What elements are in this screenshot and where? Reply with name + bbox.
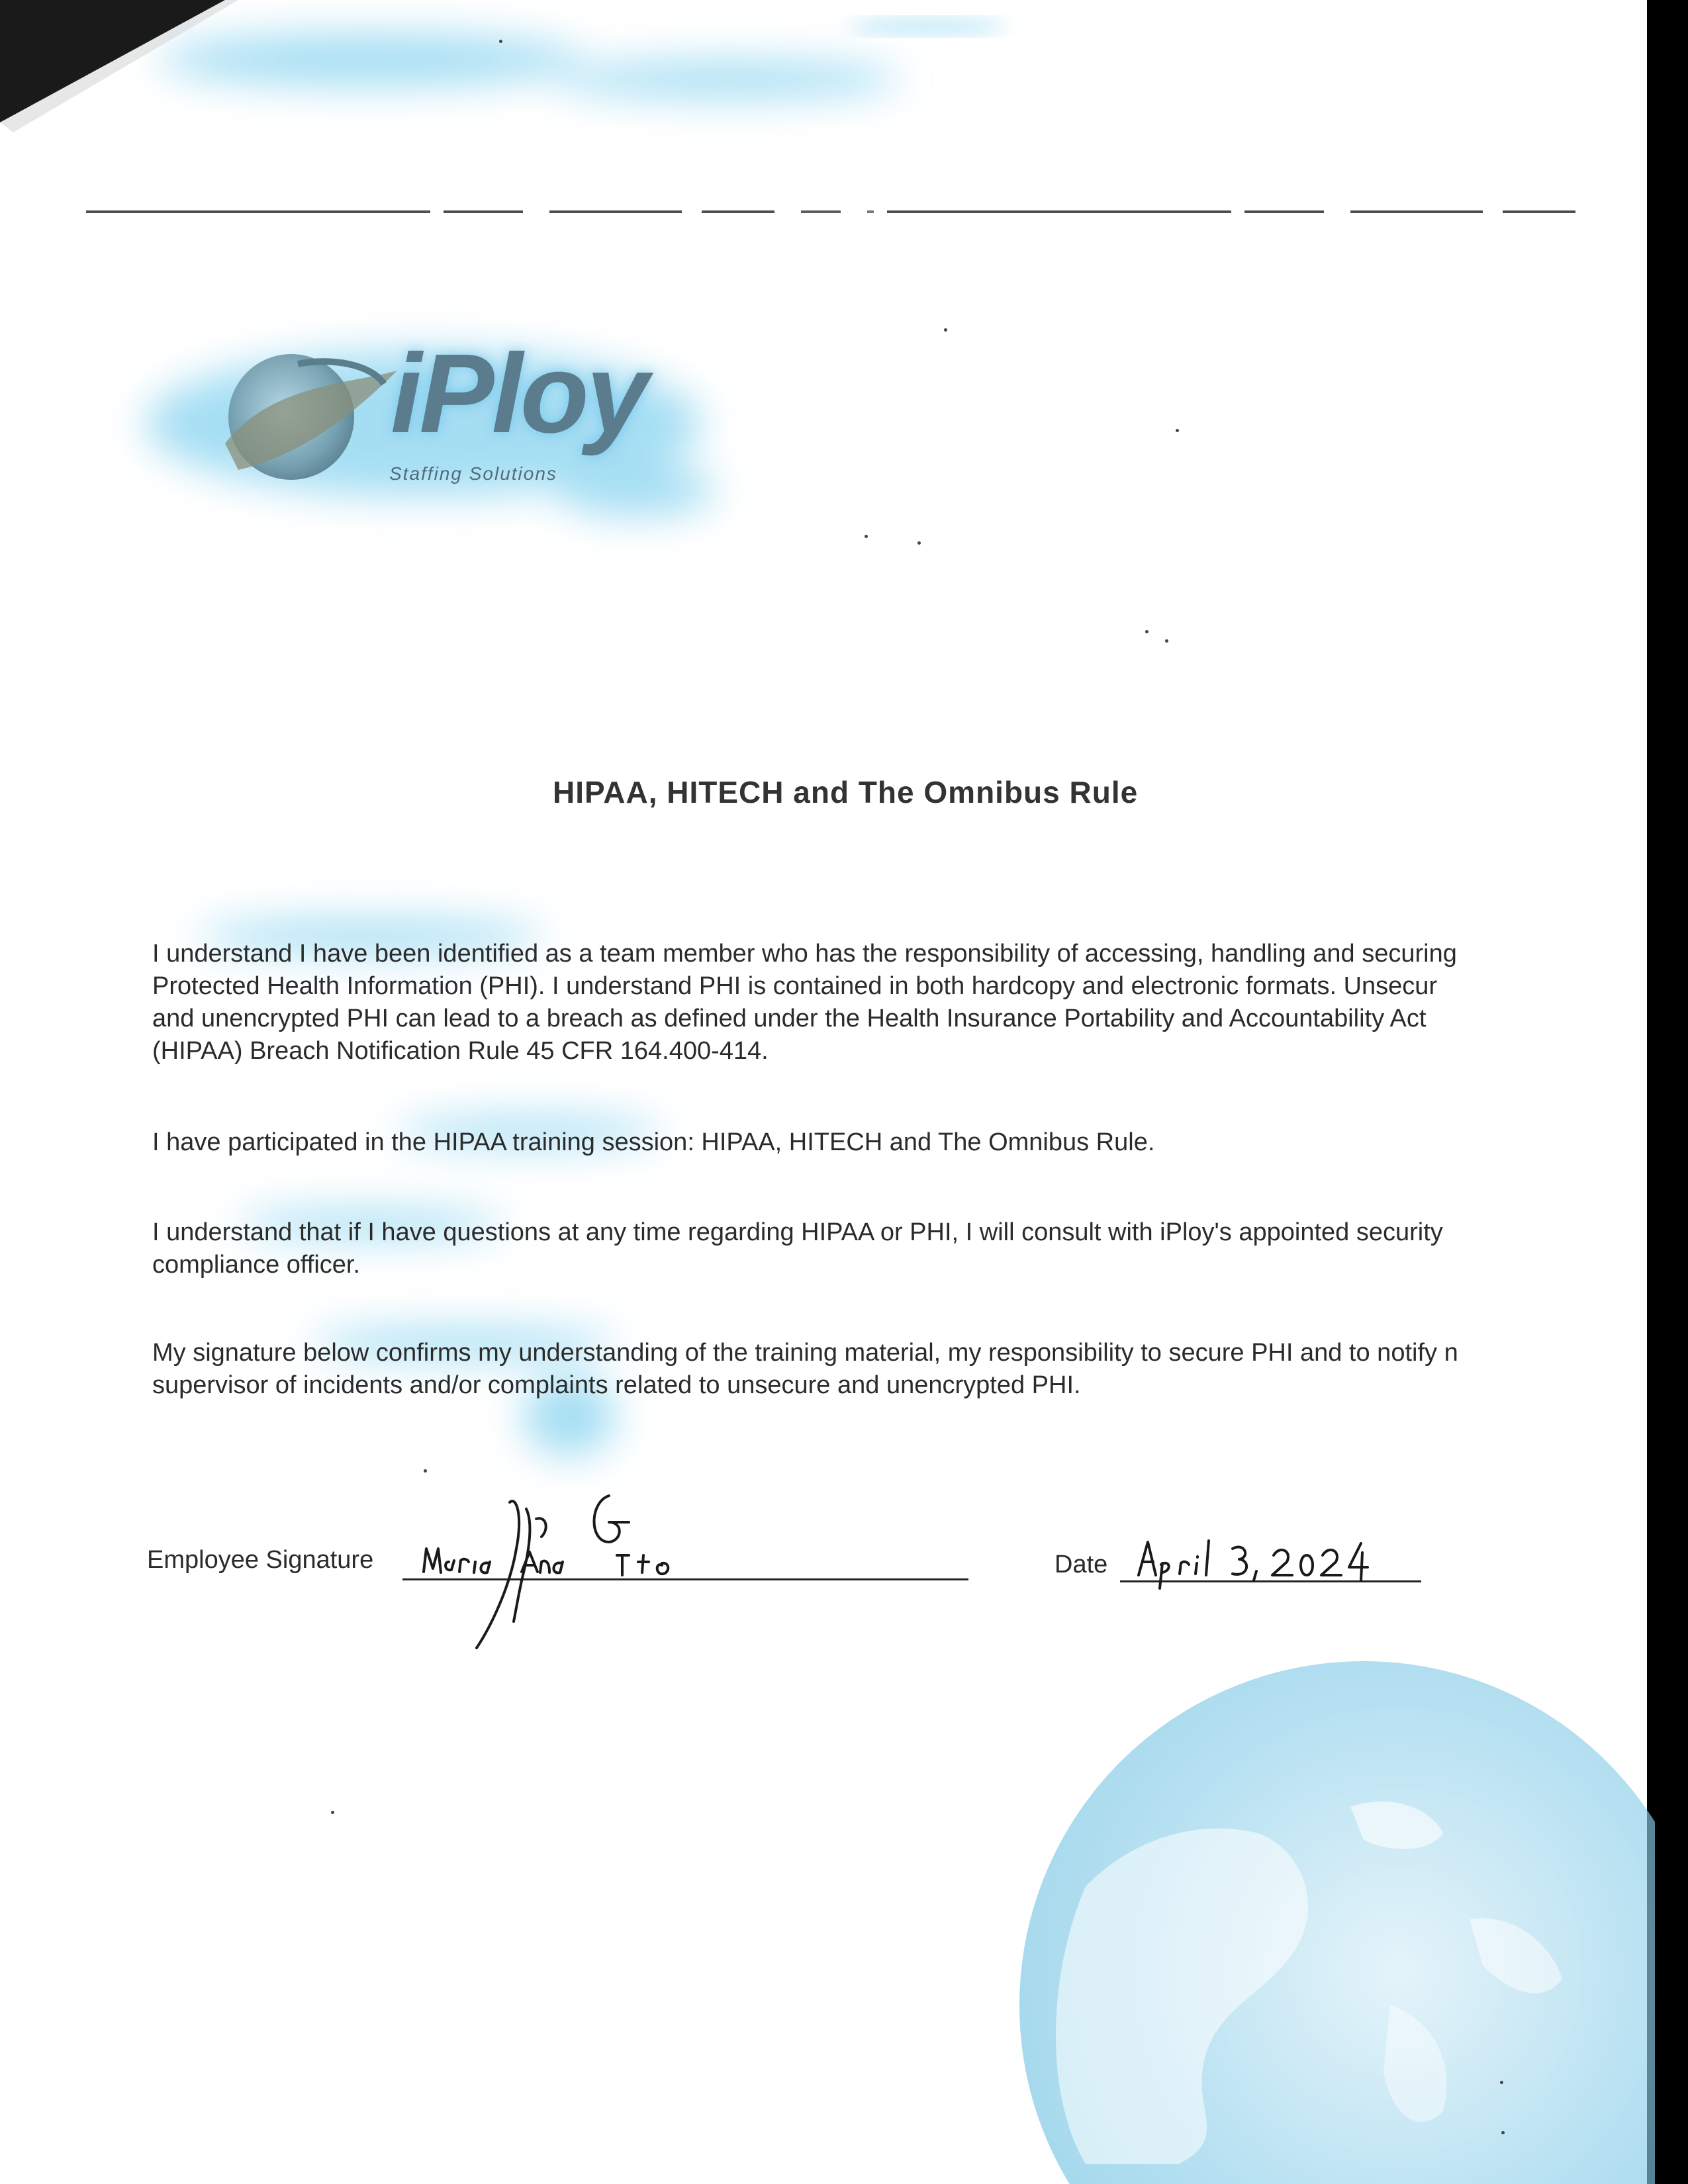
globe-watermark <box>927 1635 1655 2184</box>
company-logo <box>218 331 695 503</box>
handwritten-date <box>1133 1529 1372 1595</box>
employee-signature-label: Employee Signature <box>147 1546 374 1574</box>
paragraph-phi-responsibility: I understand I have been identified as a team member who has the responsibility of accessing, handling and securing Protected Health Information (PHI). I understand PHI is contained in both hardcopy and electronic formats. Unsecur and unencrypted PHI can lead to a breach as defined under the Health Insurance Portability and Accountability Act (HIPAA) Breach Notification Rule 45 CFR 164.400-414. <box>152 940 1457 1065</box>
signature-value <box>410 1588 414 1589</box>
logo-tagline: Staffing Solutions <box>389 463 557 484</box>
globe-swoosh-icon <box>218 344 404 490</box>
paragraph-training-session: I have participated in the HIPAA training session: HIPAA, HITECH and The Omnibus Rule. <box>152 1128 1155 1156</box>
paragraph-signature-confirmation: My signature below confirms my understanding of the training material, my responsibility to secure PHI and to notify n supervisor of incidents and/or complaints related to unsecure and unencrypted PHI. <box>152 1339 1458 1399</box>
date-value <box>1133 1588 1137 1589</box>
document-title: HIPAA, HITECH and The Omnibus Rule <box>553 775 1139 809</box>
logo-wordmark: iPloy <box>391 331 647 457</box>
paragraph-compliance-officer: I understand that if I have questions at any time regarding HIPAA or PHI, I will consult with iPloy's appointed security compliance officer. <box>152 1218 1443 1279</box>
handwritten-signature <box>410 1456 715 1655</box>
folded-corner <box>0 0 238 132</box>
header-rule <box>86 210 1595 213</box>
date-label: Date <box>1055 1551 1108 1578</box>
